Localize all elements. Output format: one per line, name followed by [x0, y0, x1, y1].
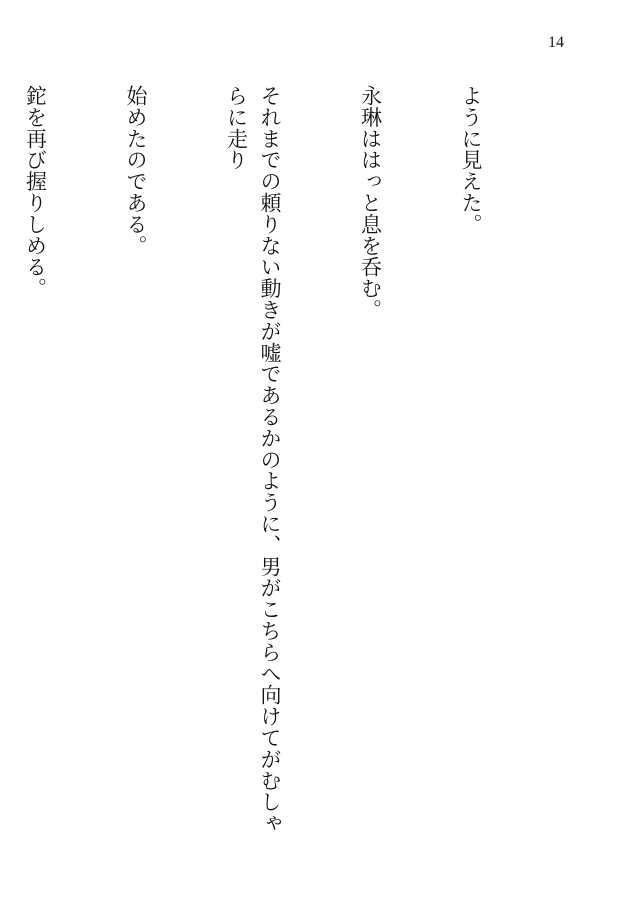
text-line: ように見えた。 — [459, 85, 483, 235]
text-line: 永琳ははっと息を呑む。 — [358, 85, 383, 321]
text-line: それまでの頼りない動きが嘘であるかのように、男がこちらへ向けてがむしゃらに走り — [224, 85, 282, 834]
novel-text — [0, 85, 554, 845]
text-line: 鉈を再び握りしめる。 — [23, 85, 48, 299]
text-line: 始めたのである。 — [124, 85, 148, 257]
page-number: 14 — [548, 34, 564, 51]
